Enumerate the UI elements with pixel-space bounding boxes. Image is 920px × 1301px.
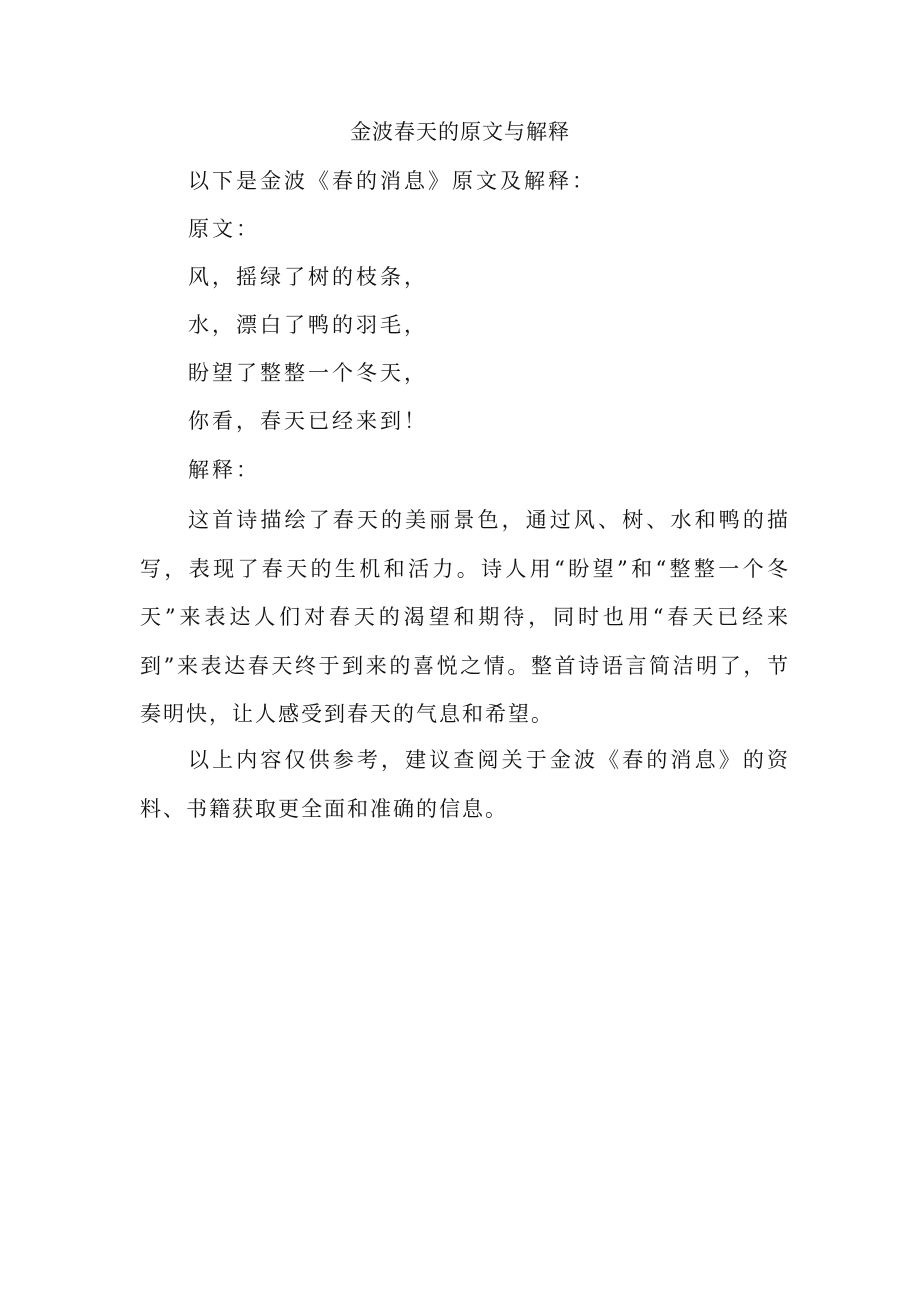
explanation-paragraph: 这首诗描绘了春天的美丽景色，通过风、树、水和鸭的描写，表现了春天的生机和活力。诗人用“盼望”和“整整一个冬天”来表达人们对春天的渴望和期待，同时也用“春天已经来到”来表达春天终于到来的喜悦之情。整首诗语言简洁明了，节奏明快，让人感受到春天的气息和希望。 [140,508,790,726]
poem-line-4: 你看，春天已经来到！ [188,409,428,433]
original-label: 原文： [188,217,260,241]
intro-line: 以下是金波《春的消息》原文及解释： [188,169,596,193]
poem-line-1: 风，摇绿了树的枝条， [188,265,428,289]
reference-note-paragraph: 以上内容仅供参考，建议查阅关于金波《春的消息》的资料、书籍获取更全面和准确的信息。 [140,748,790,821]
explanation-label: 解释： [188,458,260,482]
document-title: 金波春天的原文与解释 [350,120,570,144]
poem-line-2: 水，漂白了鸭的羽毛， [188,313,428,337]
poem-line-3: 盼望了整整一个冬天， [188,361,428,385]
